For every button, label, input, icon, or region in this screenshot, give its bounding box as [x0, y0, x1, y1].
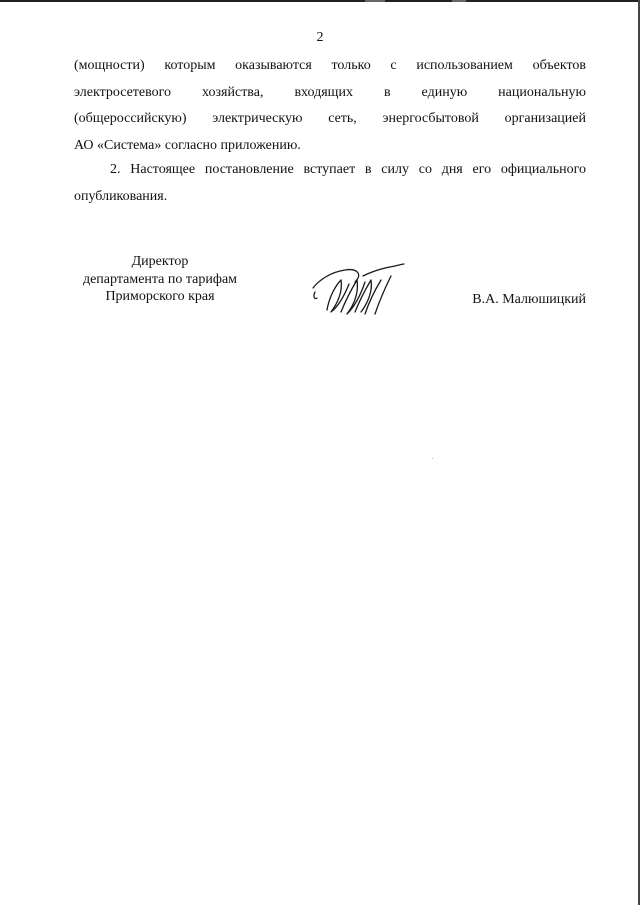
signatory-name: В.А. Малюшицкий [472, 292, 586, 307]
text-line: (общероссийскую) электрическую сеть, энергосбытовой организацией [74, 111, 586, 126]
signatory-title [60, 253, 260, 306]
signatory-title-line: Приморского края [105, 289, 215, 304]
signatory-title-line: департамента по тарифам [82, 271, 238, 287]
scan-mark [452, 0, 466, 2]
page-number: 2 [316, 30, 324, 45]
scan-speck [432, 458, 433, 459]
text-line: опубликования. [74, 188, 168, 204]
signatory-title-line: Директор [131, 254, 189, 269]
handwritten-signature [305, 258, 405, 320]
text-line: АО «Система» согласно приложению. [74, 137, 301, 153]
text-line: электросетевого хозяйства, входящих в единую национальную [74, 84, 586, 100]
paragraph-1 [74, 53, 586, 159]
text-line: 2. Настоящее постановление вступает в силу со дня его официального [110, 162, 586, 177]
paragraph-2 [74, 157, 586, 210]
scan-mark [365, 0, 385, 2]
scan-edge-top [0, 0, 640, 2]
text-line: (мощности) которым оказываются только с использованием объектов [74, 58, 586, 73]
